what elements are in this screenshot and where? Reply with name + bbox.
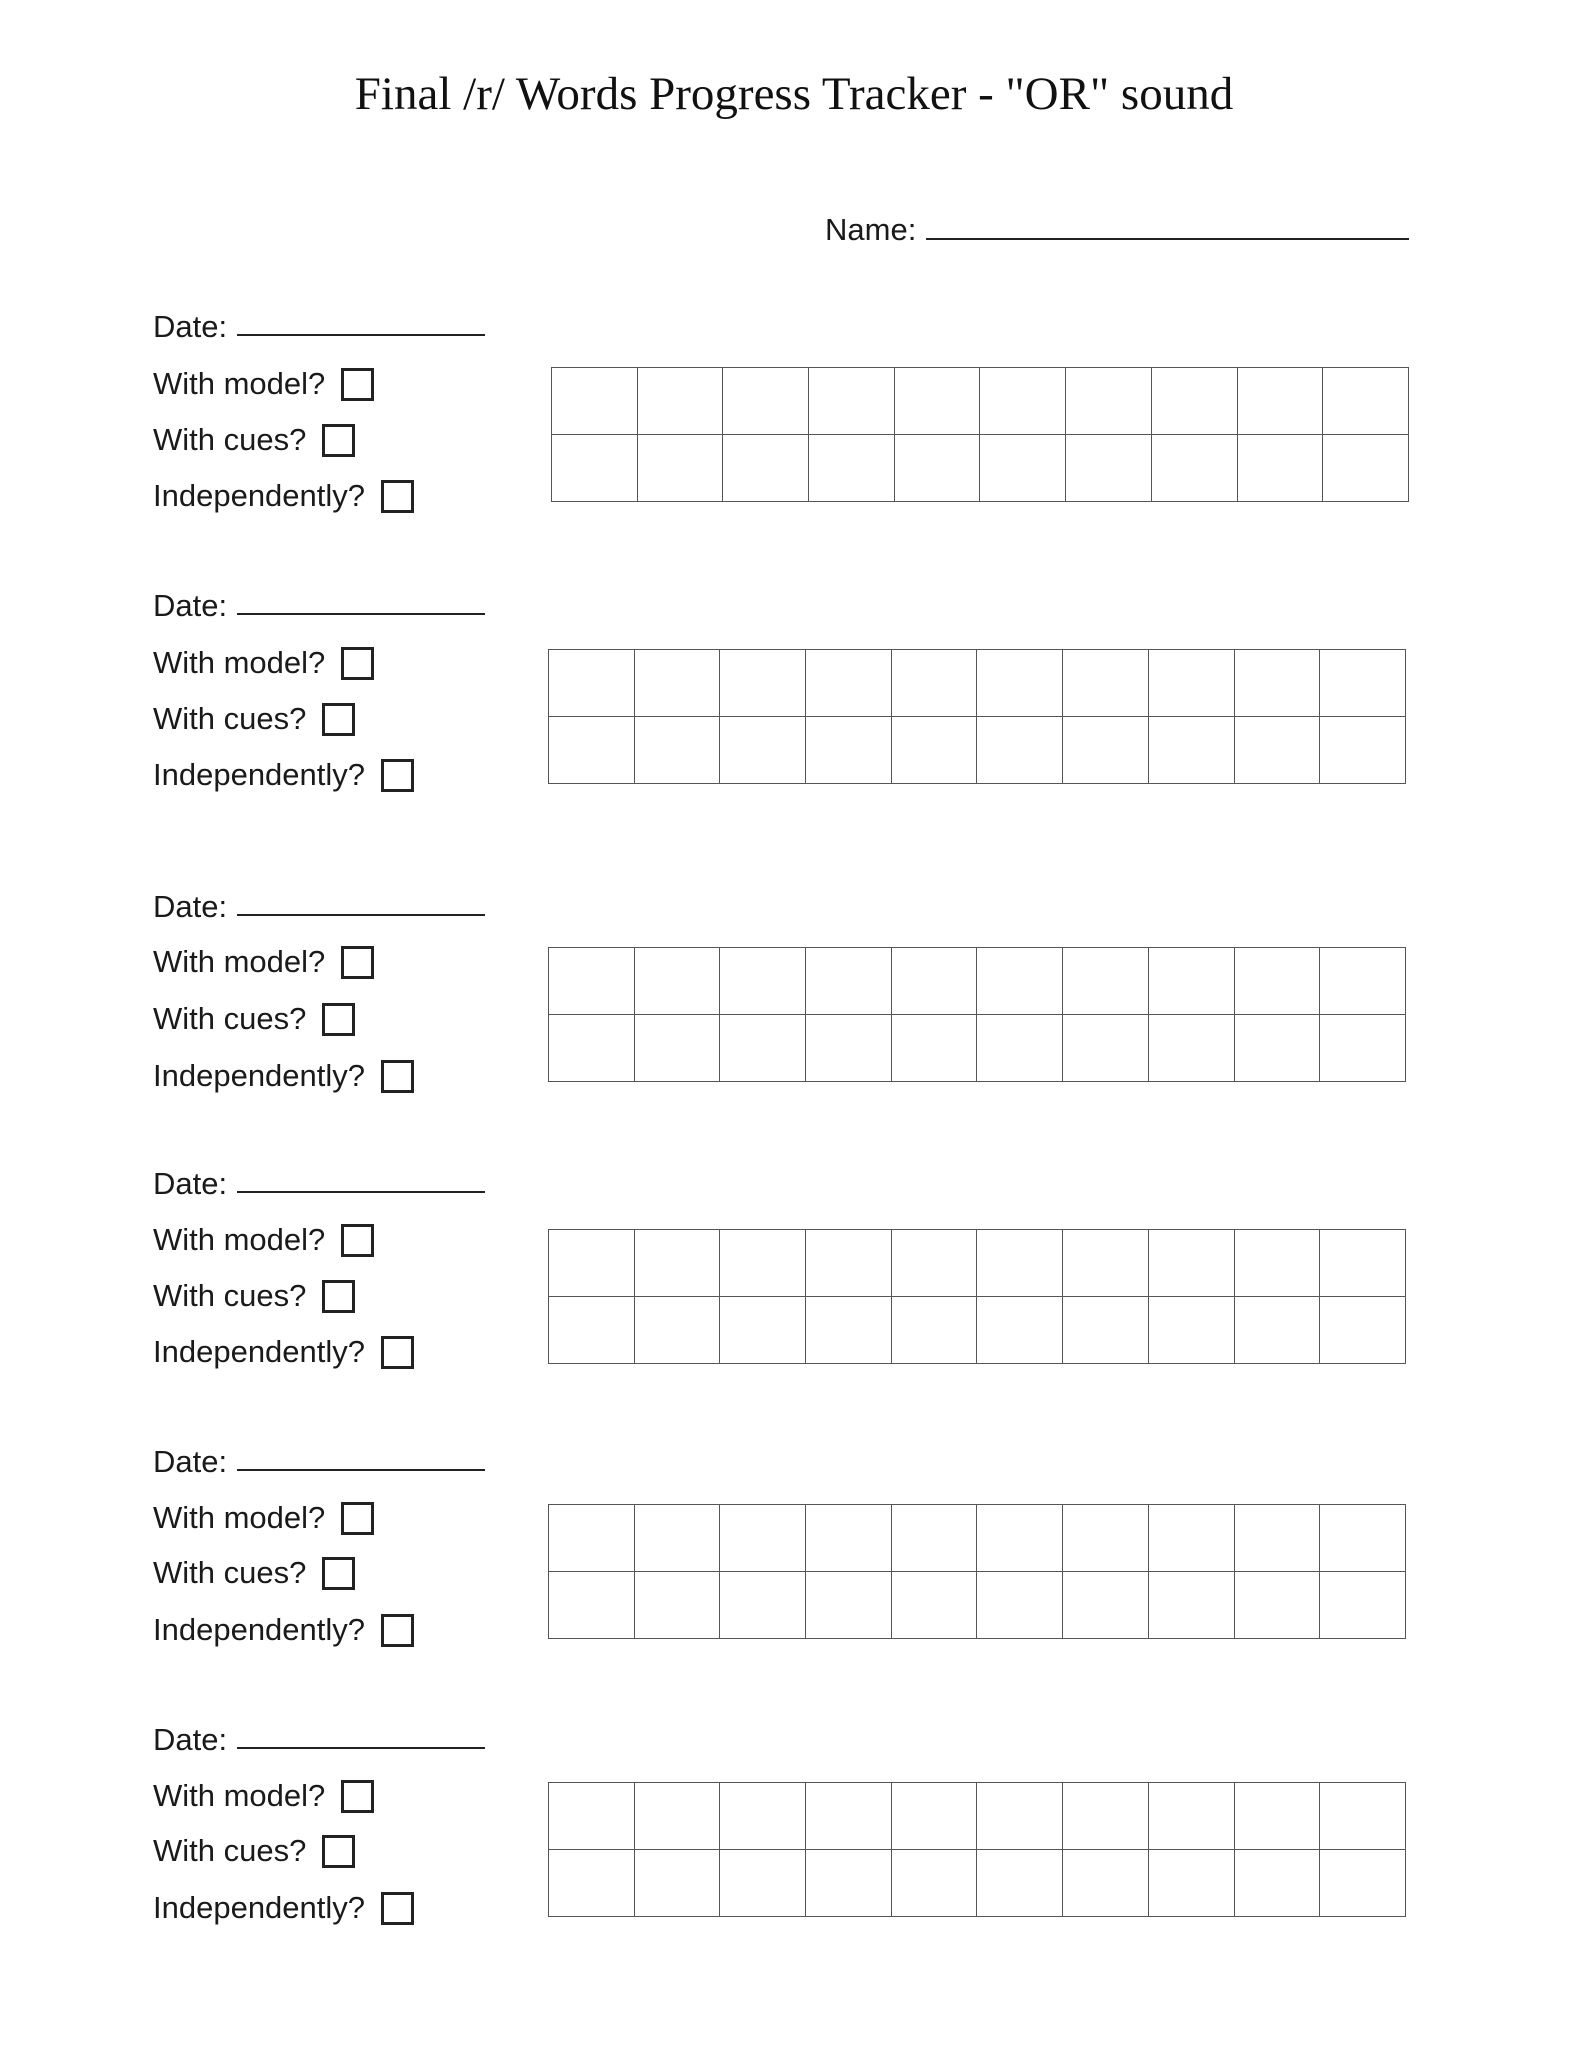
- date-field[interactable]: [237, 1719, 485, 1749]
- with-cues-row: [153, 419, 355, 461]
- grid-cell[interactable]: [892, 1015, 978, 1082]
- grid-cell[interactable]: [806, 1015, 892, 1082]
- grid-cell[interactable]: [1323, 435, 1409, 502]
- grid-cell[interactable]: [1320, 1297, 1406, 1364]
- with-cues-checkbox[interactable]: [322, 1557, 355, 1590]
- grid-cell[interactable]: [1063, 1015, 1149, 1082]
- page-title: Final /r/ Words Progress Tracker - "OR" sound: [354, 68, 1234, 120]
- with-model-checkbox[interactable]: [341, 1502, 374, 1535]
- grid-cell[interactable]: [635, 1572, 721, 1639]
- grid-cell[interactable]: [1149, 1572, 1235, 1639]
- grid-cell[interactable]: [806, 1505, 892, 1572]
- with-cues-row: [153, 1275, 355, 1317]
- grid-cell[interactable]: [1235, 1230, 1321, 1297]
- grid-cell[interactable]: [1235, 1850, 1321, 1917]
- independently-row: [153, 475, 414, 517]
- grid-cell[interactable]: [720, 1572, 806, 1639]
- independently-row: [153, 1887, 414, 1929]
- grid-cell[interactable]: [977, 650, 1063, 717]
- grid-cell[interactable]: [720, 1505, 806, 1572]
- grid-cell[interactable]: [892, 1783, 978, 1850]
- with-cues-label: With cues?: [153, 701, 307, 736]
- grid-cell[interactable]: [720, 1230, 806, 1297]
- grid-cell[interactable]: [549, 1230, 635, 1297]
- independently-row: [153, 754, 414, 796]
- grid-cell[interactable]: [1235, 717, 1321, 784]
- grid-cell[interactable]: [1235, 1297, 1321, 1364]
- grid-cell[interactable]: [1235, 650, 1321, 717]
- grid-cell[interactable]: [977, 1850, 1063, 1917]
- grid-cell[interactable]: [892, 1572, 978, 1639]
- grid-cell[interactable]: [638, 368, 724, 435]
- trial-grid: [548, 1229, 1406, 1364]
- grid-cell[interactable]: [895, 368, 981, 435]
- with-cues-checkbox[interactable]: [322, 424, 355, 457]
- name-label: Name:: [825, 212, 917, 247]
- with-model-label: With model?: [153, 1778, 326, 1813]
- grid-cell[interactable]: [1149, 717, 1235, 784]
- with-cues-checkbox[interactable]: [322, 1835, 355, 1868]
- grid-cell[interactable]: [1063, 1572, 1149, 1639]
- grid-cell[interactable]: [1235, 1783, 1321, 1850]
- grid-cell[interactable]: [977, 1505, 1063, 1572]
- grid-cell[interactable]: [892, 1230, 978, 1297]
- grid-cell[interactable]: [806, 717, 892, 784]
- grid-cell[interactable]: [980, 368, 1066, 435]
- with-model-checkbox[interactable]: [341, 1780, 374, 1813]
- grid-cell[interactable]: [977, 1783, 1063, 1850]
- grid-cell[interactable]: [549, 1505, 635, 1572]
- grid-cell[interactable]: [1149, 1505, 1235, 1572]
- grid-cell[interactable]: [635, 1783, 721, 1850]
- grid-cell[interactable]: [806, 1783, 892, 1850]
- independently-label: Independently?: [153, 757, 366, 792]
- with-cues-row: [153, 1830, 355, 1872]
- grid-cell[interactable]: [1235, 1505, 1321, 1572]
- grid-cell[interactable]: [806, 650, 892, 717]
- grid-cell[interactable]: [549, 650, 635, 717]
- date-row: [153, 886, 485, 928]
- trial-grid: [548, 1504, 1406, 1639]
- grid-cell[interactable]: [806, 1297, 892, 1364]
- grid-cell[interactable]: [1152, 435, 1238, 502]
- with-model-row: [153, 1497, 374, 1539]
- with-model-checkbox[interactable]: [341, 647, 374, 680]
- grid-cell[interactable]: [977, 948, 1063, 1015]
- date-field[interactable]: [237, 585, 485, 615]
- with-cues-checkbox[interactable]: [322, 1280, 355, 1313]
- date-row: [153, 585, 485, 627]
- with-cues-label: With cues?: [153, 1555, 307, 1590]
- independently-checkbox[interactable]: [381, 1336, 414, 1369]
- independently-label: Independently?: [153, 1058, 366, 1093]
- grid-cell[interactable]: [977, 1297, 1063, 1364]
- grid-cell[interactable]: [1320, 1850, 1406, 1917]
- grid-cell[interactable]: [977, 717, 1063, 784]
- grid-cell[interactable]: [1149, 1230, 1235, 1297]
- with-model-row: [153, 941, 374, 983]
- grid-cell[interactable]: [1149, 1850, 1235, 1917]
- date-field[interactable]: [237, 306, 485, 336]
- independently-label: Independently?: [153, 1334, 366, 1369]
- grid-cell[interactable]: [1149, 650, 1235, 717]
- grid-cell[interactable]: [977, 1572, 1063, 1639]
- date-row: [153, 1163, 485, 1205]
- date-row: [153, 306, 485, 348]
- grid-cell[interactable]: [1149, 1783, 1235, 1850]
- grid-cell[interactable]: [549, 1783, 635, 1850]
- independently-checkbox[interactable]: [381, 1892, 414, 1925]
- grid-cell[interactable]: [806, 1230, 892, 1297]
- grid-cell[interactable]: [635, 1505, 721, 1572]
- independently-label: Independently?: [153, 1890, 366, 1925]
- grid-cell[interactable]: [1320, 1015, 1406, 1082]
- grid-cell[interactable]: [1063, 650, 1149, 717]
- grid-cell[interactable]: [1320, 1783, 1406, 1850]
- with-model-row: [153, 642, 374, 684]
- grid-cell[interactable]: [1149, 1297, 1235, 1364]
- grid-cell[interactable]: [806, 948, 892, 1015]
- grid-cell[interactable]: [977, 1015, 1063, 1082]
- grid-cell[interactable]: [1066, 435, 1152, 502]
- grid-cell[interactable]: [635, 717, 721, 784]
- grid-cell[interactable]: [635, 1297, 721, 1364]
- grid-cell[interactable]: [1152, 368, 1238, 435]
- grid-cell[interactable]: [809, 368, 895, 435]
- grid-cell[interactable]: [892, 1505, 978, 1572]
- date-row: [153, 1719, 485, 1761]
- trial-grid: [548, 649, 1406, 784]
- grid-cell[interactable]: [806, 1850, 892, 1917]
- date-label: Date:: [153, 889, 228, 924]
- date-label: Date:: [153, 588, 228, 623]
- grid-cell[interactable]: [720, 1850, 806, 1917]
- grid-cell[interactable]: [1063, 1505, 1149, 1572]
- grid-cell[interactable]: [1066, 368, 1152, 435]
- grid-cell[interactable]: [892, 650, 978, 717]
- grid-cell[interactable]: [1235, 948, 1321, 1015]
- grid-cell[interactable]: [549, 717, 635, 784]
- with-model-checkbox[interactable]: [341, 368, 374, 401]
- grid-cell[interactable]: [1323, 368, 1409, 435]
- grid-cell[interactable]: [723, 435, 809, 502]
- grid-cell[interactable]: [1063, 717, 1149, 784]
- grid-cell[interactable]: [892, 717, 978, 784]
- grid-cell[interactable]: [552, 435, 638, 502]
- independently-row: [153, 1331, 414, 1373]
- with-model-label: With model?: [153, 645, 326, 680]
- date-row: [153, 1441, 485, 1483]
- grid-cell[interactable]: [895, 435, 981, 502]
- grid-cell[interactable]: [720, 717, 806, 784]
- grid-cell[interactable]: [1149, 948, 1235, 1015]
- grid-cell[interactable]: [720, 1297, 806, 1364]
- independently-label: Independently?: [153, 1612, 366, 1647]
- trial-grid: [548, 1782, 1406, 1917]
- with-cues-label: With cues?: [153, 1278, 307, 1313]
- with-model-row: [153, 1775, 374, 1817]
- with-model-label: With model?: [153, 366, 326, 401]
- grid-cell[interactable]: [1235, 1015, 1321, 1082]
- grid-cell[interactable]: [549, 1297, 635, 1364]
- independently-checkbox[interactable]: [381, 1060, 414, 1093]
- independently-row: [153, 1055, 414, 1097]
- with-model-label: With model?: [153, 1222, 326, 1257]
- grid-cell[interactable]: [635, 1015, 721, 1082]
- grid-cell[interactable]: [1320, 1230, 1406, 1297]
- grid-cell[interactable]: [549, 1850, 635, 1917]
- grid-cell[interactable]: [806, 1572, 892, 1639]
- with-model-label: With model?: [153, 944, 326, 979]
- grid-cell[interactable]: [892, 1850, 978, 1917]
- grid-cell[interactable]: [1063, 1230, 1149, 1297]
- grid-cell[interactable]: [635, 650, 721, 717]
- trial-grid: [548, 947, 1406, 1082]
- date-label: Date:: [153, 1166, 228, 1201]
- grid-cell[interactable]: [892, 948, 978, 1015]
- date-label: Date:: [153, 1444, 228, 1479]
- grid-cell[interactable]: [809, 435, 895, 502]
- with-cues-row: [153, 698, 355, 740]
- with-cues-checkbox[interactable]: [322, 1003, 355, 1036]
- with-cues-checkbox[interactable]: [322, 703, 355, 736]
- grid-cell[interactable]: [723, 368, 809, 435]
- independently-label: Independently?: [153, 478, 366, 513]
- grid-cell[interactable]: [892, 1297, 978, 1364]
- with-cues-row: [153, 998, 355, 1040]
- date-label: Date:: [153, 1722, 228, 1757]
- with-cues-row: [153, 1552, 355, 1594]
- with-model-checkbox[interactable]: [341, 1224, 374, 1257]
- grid-cell[interactable]: [635, 1230, 721, 1297]
- grid-cell[interactable]: [549, 1572, 635, 1639]
- grid-cell[interactable]: [1320, 1572, 1406, 1639]
- independently-checkbox[interactable]: [381, 759, 414, 792]
- trial-grid: [551, 367, 1409, 502]
- grid-cell[interactable]: [1238, 368, 1324, 435]
- with-model-row: [153, 1219, 374, 1261]
- with-cues-label: With cues?: [153, 1001, 307, 1036]
- grid-cell[interactable]: [1063, 1783, 1149, 1850]
- grid-cell[interactable]: [1238, 435, 1324, 502]
- date-field[interactable]: [237, 1441, 485, 1471]
- grid-cell[interactable]: [552, 368, 638, 435]
- grid-cell[interactable]: [549, 1015, 635, 1082]
- grid-cell[interactable]: [720, 1015, 806, 1082]
- grid-cell[interactable]: [635, 1850, 721, 1917]
- grid-cell[interactable]: [1063, 948, 1149, 1015]
- grid-cell[interactable]: [635, 948, 721, 1015]
- grid-cell[interactable]: [720, 650, 806, 717]
- grid-cell[interactable]: [977, 1230, 1063, 1297]
- grid-cell[interactable]: [1320, 650, 1406, 717]
- date-field[interactable]: [237, 1163, 485, 1193]
- date-label: Date:: [153, 309, 228, 344]
- independently-row: [153, 1609, 414, 1651]
- grid-cell[interactable]: [1235, 1572, 1321, 1639]
- grid-cell[interactable]: [638, 435, 724, 502]
- grid-cell[interactable]: [549, 948, 635, 1015]
- grid-cell[interactable]: [980, 435, 1066, 502]
- grid-cell[interactable]: [1320, 948, 1406, 1015]
- grid-cell[interactable]: [1320, 717, 1406, 784]
- grid-cell[interactable]: [1320, 1505, 1406, 1572]
- grid-cell[interactable]: [1063, 1297, 1149, 1364]
- with-cues-label: With cues?: [153, 1833, 307, 1868]
- with-model-label: With model?: [153, 1500, 326, 1535]
- independently-checkbox[interactable]: [381, 480, 414, 513]
- independently-checkbox[interactable]: [381, 1614, 414, 1647]
- grid-cell[interactable]: [720, 1783, 806, 1850]
- grid-cell[interactable]: [1149, 1015, 1235, 1082]
- with-model-checkbox[interactable]: [341, 946, 374, 979]
- with-cues-label: With cues?: [153, 422, 307, 457]
- grid-cell[interactable]: [1063, 1850, 1149, 1917]
- grid-cell[interactable]: [720, 948, 806, 1015]
- with-model-row: [153, 363, 374, 405]
- date-field[interactable]: [237, 886, 485, 916]
